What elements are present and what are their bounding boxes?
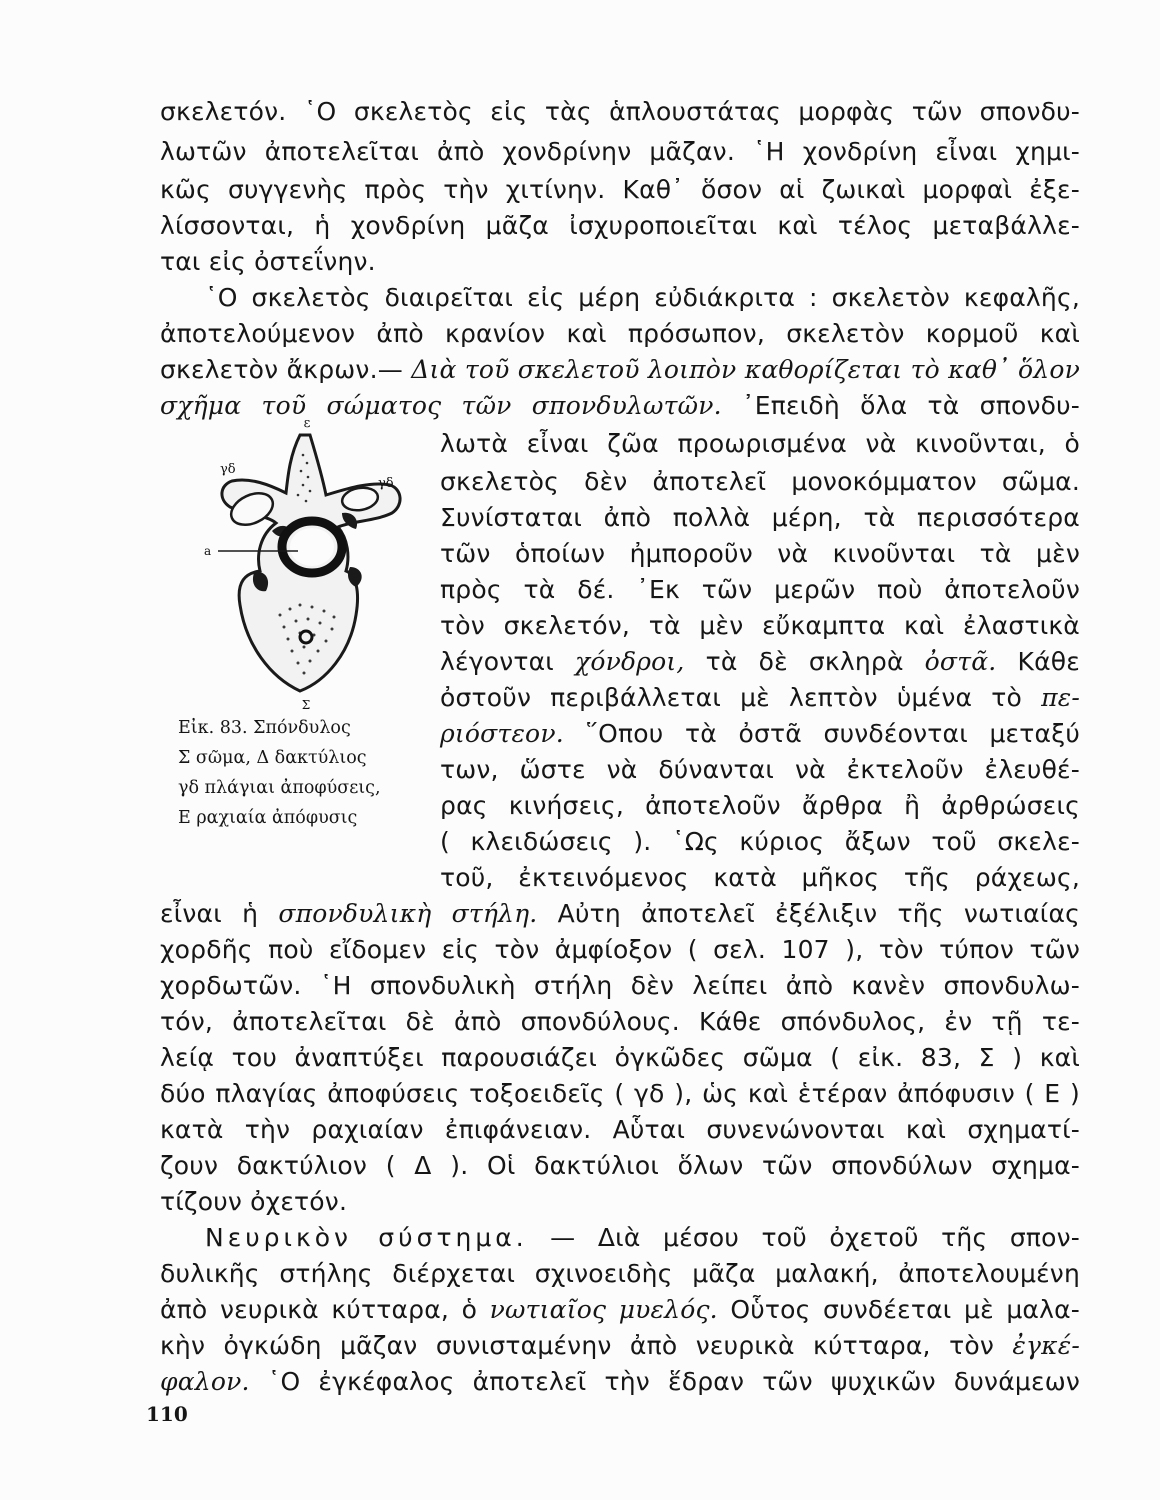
label-bottom: Σ: [301, 698, 311, 712]
text-line: [160, 1366, 1080, 1398]
italic-run: πε-: [1041, 683, 1080, 712]
text-line: ( κλειδώσεις ). ῾Ως κύριος ἄξων τοῦ σκελε-: [440, 827, 1080, 856]
text-line: ῾Ο σκελετὸς διαιρεῖται εἰς μέρη εὐδιάκριτα : σκελετὸν κεφαλῆς,: [205, 283, 1080, 312]
text-line: [160, 354, 1080, 386]
text-run: ῾Ο ἐγκέφαλος ἀποτελεῖ τὴν ἕδραν τῶν ψυχικῶν δυνάμεων: [249, 1367, 1080, 1396]
text-line: τίζουν ὀχετόν.: [160, 1187, 348, 1216]
text-run: εἶναι ἡ: [160, 899, 279, 928]
label-ring: a: [204, 544, 212, 558]
vertebra-figure: [200, 415, 415, 715]
text-line: πρὸς τὰ δέ. ᾽Εκ τῶν μερῶν ποὺ ἀποτελοῦν: [440, 575, 1080, 604]
text-line: κατὰ τὴν ραχιαίαν ἐπιφάνειαν. Αὗται συνενώνονται καὶ σχηματί-: [160, 1115, 1080, 1144]
text-line: [440, 718, 1080, 750]
italic-run: χόνδροι,: [575, 647, 685, 676]
text-line: ρας κινήσεις, ἀποτελοῦν ἄρθρα ἢ ἀρθρώσεις: [440, 791, 1080, 820]
text-run: — Διὰ μέσου τοῦ ὀχετοῦ τῆς σπον-: [527, 1223, 1080, 1252]
text-line: τὸν σκελετόν, τὰ μὲν εὔκαμπτα καὶ ἐλαστικὰ: [440, 611, 1080, 640]
italic-run: ριόστεον.: [440, 719, 564, 748]
text-line: [160, 1330, 1080, 1362]
text-line: τῶν ὁποίων ἠμποροῦν νὰ κινοῦνται τὰ μὲν: [440, 539, 1080, 568]
label-left-process: γδ: [220, 462, 236, 477]
text-line: [160, 898, 1080, 930]
italic-run: σπονδυλικὴ στήλη.: [278, 899, 538, 928]
text-line: δυλικῆς στήλης διέρχεται σχινοειδὴς μᾶζα μαλακή, ἀποτελουμένη: [160, 1259, 1080, 1288]
italic-run: νωτιαῖος μυελός.: [489, 1295, 718, 1324]
text-run: ῞Οπου τὰ ὀστᾶ συνδέονται μεταξύ: [563, 719, 1080, 748]
text-line: Συνίσταται ἀπὸ πολλὰ μέρη, τὰ περισσότερα: [440, 503, 1080, 532]
text-line: χορδωτῶν. ῾Η σπονδυλικὴ στήλη δὲν λείπει ἀπὸ κανὲν σπονδυλω-: [160, 971, 1080, 1000]
text-run: Αὐτη ἀποτελεῖ ἐξέλιξιν τῆς νωτιαίας: [537, 899, 1080, 928]
text-line: δύο πλαγίας ἀποφύσεις τοξοειδεῖς ( γδ ), ὡς καὶ ἑτέραν ἀπόφυσιν ( Ε ): [160, 1079, 1080, 1108]
text-line: [440, 682, 1080, 714]
italic-run: Διὰ τοῦ σκελετοῦ λοιπὸν καθορίζεται τὸ καθ᾽ ὅλον: [411, 355, 1080, 384]
text-line: των, ὥστε νὰ δύνανται νὰ ἐκτελοῦν ἐλευθέ-: [440, 755, 1080, 784]
text-line: λωτὰ εἶναι ζῶα προωρισμένα νὰ κινοῦνται, ὁ: [440, 429, 1080, 458]
text-run: ὀστοῦν περιβάλλεται μὲ λεπτὸν ὑμένα τὸ: [440, 683, 1042, 712]
text-run: τὰ δὲ σκληρὰ: [684, 647, 925, 676]
text-line: [205, 1222, 1080, 1254]
text-line: ται εἰς ὀστεΐνην.: [160, 247, 376, 276]
text-run: ᾽Επειδὴ ὅλα τὰ σπονδυ-: [721, 391, 1080, 420]
text-line: λείᾳ του ἀναπτύξει παρουσιάζει ὀγκῶδες σῶμα ( εἰκ. 83, Σ ) καὶ: [160, 1043, 1080, 1072]
italic-run: ὀστᾶ.: [924, 647, 997, 676]
section-heading: Νευρικὸν σύστημα.: [205, 1223, 528, 1252]
caption-line: γδ πλάγιαι ἀποφύσεις,: [178, 778, 381, 798]
text-line: λίσσονται, ἡ χονδρίνη μᾶζα ἰσχυροποιεῖται καὶ τέλος μεταβάλλε-: [160, 211, 1080, 240]
text-line: λωτῶν ἀποτελεῖται ἀπὸ χονδρίνην μᾶζαν. ῾Η χονδρίνη εἶναι χημι-: [160, 137, 1080, 166]
text-run: λέγονται: [440, 647, 576, 676]
text-line: κῶς συγγενὴς πρὸς τὴν χιτίνην. Καθ᾽ ὅσον αἱ ζωικαὶ μορφαὶ ἐξε-: [160, 175, 1080, 204]
text-run: Κάθε: [996, 647, 1080, 676]
text-line: ἀποτελούμενον ἀπὸ κρανίον καὶ πρόσωπον, σκελετὸν κορμοῦ καὶ: [160, 319, 1080, 348]
text-run: σκελετὸν ἄκρων.—: [160, 355, 412, 384]
text-line: σκελετὸς δὲν ἀποτελεῖ μονοκόμματον σῶμα.: [440, 467, 1080, 496]
text-line: τοῦ, ἐκτεινόμενος κατὰ μῆκος τῆς ράχεως,: [440, 863, 1080, 892]
neural-canal: [290, 528, 334, 566]
italic-run: σχῆμα τοῦ σώματος τῶν σπονδυλωτῶν.: [160, 391, 722, 420]
page-number: 110: [146, 1402, 188, 1426]
italic-run: φαλον.: [160, 1367, 250, 1396]
text-line: ζουν δακτύλιον ( Δ ). Οἱ δακτύλιοι ὅλων τῶν σπονδύλων σχημα-: [160, 1151, 1080, 1180]
text-line: [160, 1294, 1080, 1326]
italic-run: ἐγκέ-: [1012, 1331, 1080, 1360]
label-top: ε: [303, 416, 311, 431]
caption-line: Σ σῶμα, Δ δακτύλιος: [178, 748, 367, 768]
caption-line: Ε ραχιαία ἀπόφυσις: [178, 808, 358, 828]
text-line: [440, 646, 1080, 678]
text-run: Οὗτος συνδέεται μὲ μαλα-: [717, 1295, 1081, 1324]
text-line: σκελετόν. ῾Ο σκελετὸς εἰς τὰς ἁπλουστάτας μορφὰς τῶν σπονδυ-: [160, 97, 1080, 126]
caption-line: Εἰκ. 83. Σπόνδυλος: [178, 718, 351, 738]
text-line: τόν, ἀποτελεῖται δὲ ἀπὸ σπονδύλους. Κάθε σπόνδυλος, ἐν τῇ τε-: [160, 1007, 1080, 1036]
text-run: ἀπὸ νευρικὰ κύτταρα, ὁ: [160, 1295, 490, 1324]
label-right-process: γδ: [378, 476, 394, 491]
text-line: χορδῆς ποὺ εἴδομεν εἰς τὸν ἀμφίοξον ( σελ. 107 ), τὸν τύπον τῶν: [160, 935, 1080, 964]
text-run: κὴν ὀγκώδη μᾶζαν συνισταμένην ἀπὸ νευρικὰ κύτταρα, τὸν: [160, 1331, 1013, 1360]
